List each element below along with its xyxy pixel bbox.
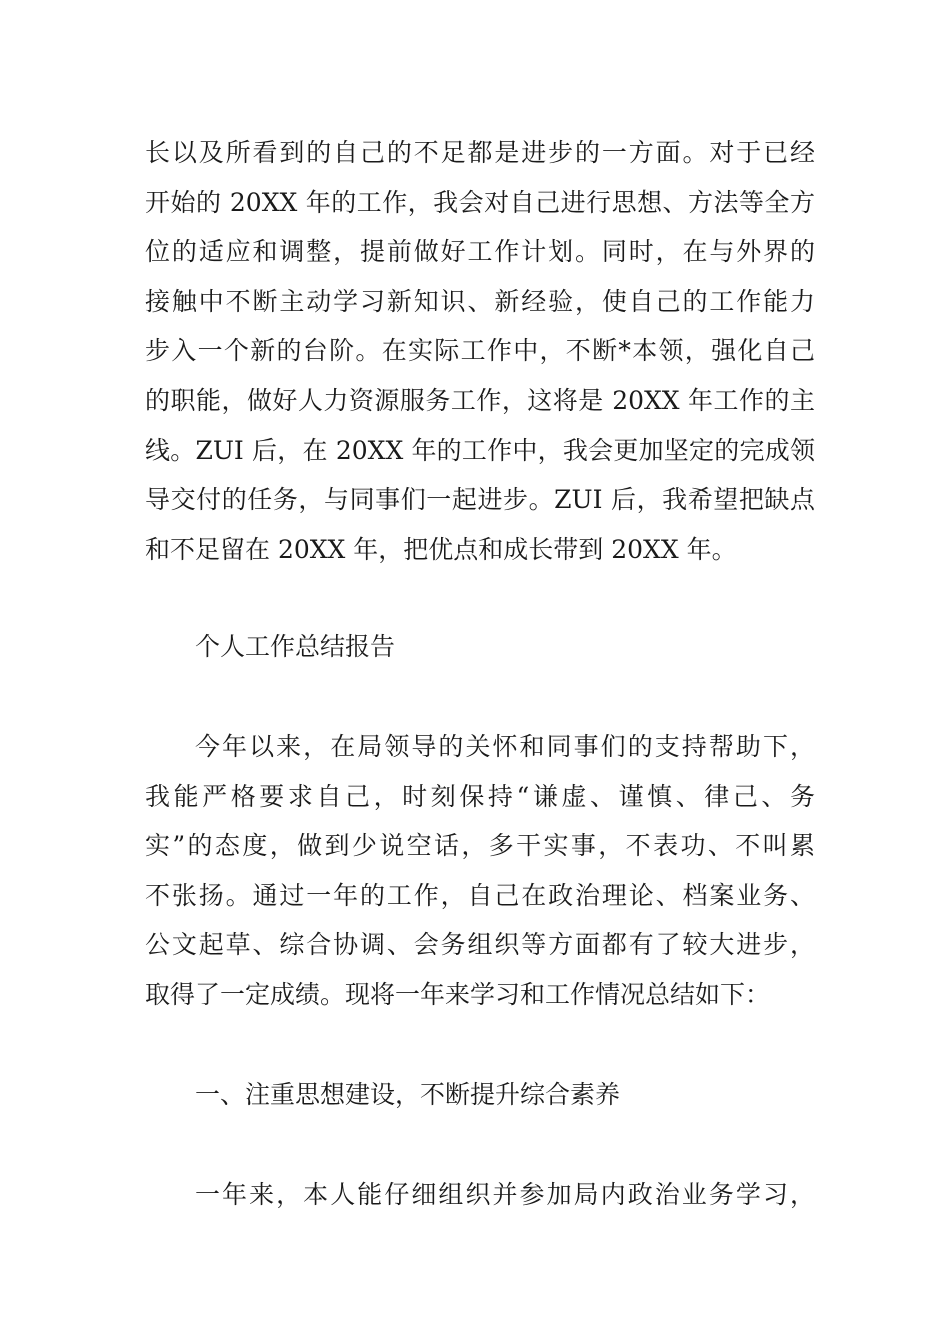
text-line: 取得了一定成绩。现将一年来学习和工作情况总结如下： bbox=[145, 979, 771, 1009]
text-line: 线。ZUI 后，在 20XX 年的工作中，我会更加坚定的完成领 bbox=[145, 435, 815, 465]
text-line: 不张扬。通过一年的工作，自己在政治理论、档案业务、 bbox=[145, 880, 815, 910]
text-line: 接触中不断主动学习新知识、新经验，使自己的工作能力 bbox=[145, 286, 815, 316]
text-line: 公文起草、综合协调、会务组织等方面都有了较大进步， bbox=[145, 930, 815, 960]
section-heading-report-title bbox=[145, 622, 815, 672]
heading-text: 个人工作总结报告 bbox=[195, 632, 396, 661]
text-line: 的职能，做好人力资源服务工作，这将是 20XX 年工作的主 bbox=[145, 385, 815, 415]
text-line: 长以及所看到的自己的不足都是进步的一方面。对于已经 bbox=[145, 138, 815, 167]
text-line: 位的适应和调整，提前做好工作计划。同时，在与外界的 bbox=[145, 237, 815, 267]
text-line: 今年以来，在局领导的关怀和同事们的支持帮助下， bbox=[195, 732, 815, 761]
text-line: 实”的态度，做到少说空话，多干实事，不表功、不叫累 bbox=[145, 831, 815, 861]
paragraph-3 bbox=[145, 1170, 815, 1220]
section-heading-ideology bbox=[145, 1070, 815, 1120]
heading-text: 一、注重思想建设，不断提升综合素养 bbox=[195, 1080, 621, 1109]
text-line: 和不足留在 20XX 年，把优点和成长带到 20XX 年。 bbox=[145, 534, 737, 564]
paragraph-1 bbox=[145, 128, 815, 574]
text-line: 一年来，本人能仔细组织并参加局内政治业务学习， bbox=[195, 1180, 815, 1209]
text-line: 步入一个新的台阶。在实际工作中，不断*本领，强化自己 bbox=[145, 336, 815, 366]
text-line: 我能严格要求自己，时刻保持“谦虚、谨慎、律己、务 bbox=[145, 781, 815, 811]
text-line: 开始的 20XX 年的工作，我会对自己进行思想、方法等全方 bbox=[145, 187, 815, 217]
paragraph-2 bbox=[145, 722, 815, 1020]
text-line: 导交付的任务，与同事们一起进步。ZUI 后，我希望把缺点 bbox=[145, 485, 815, 515]
